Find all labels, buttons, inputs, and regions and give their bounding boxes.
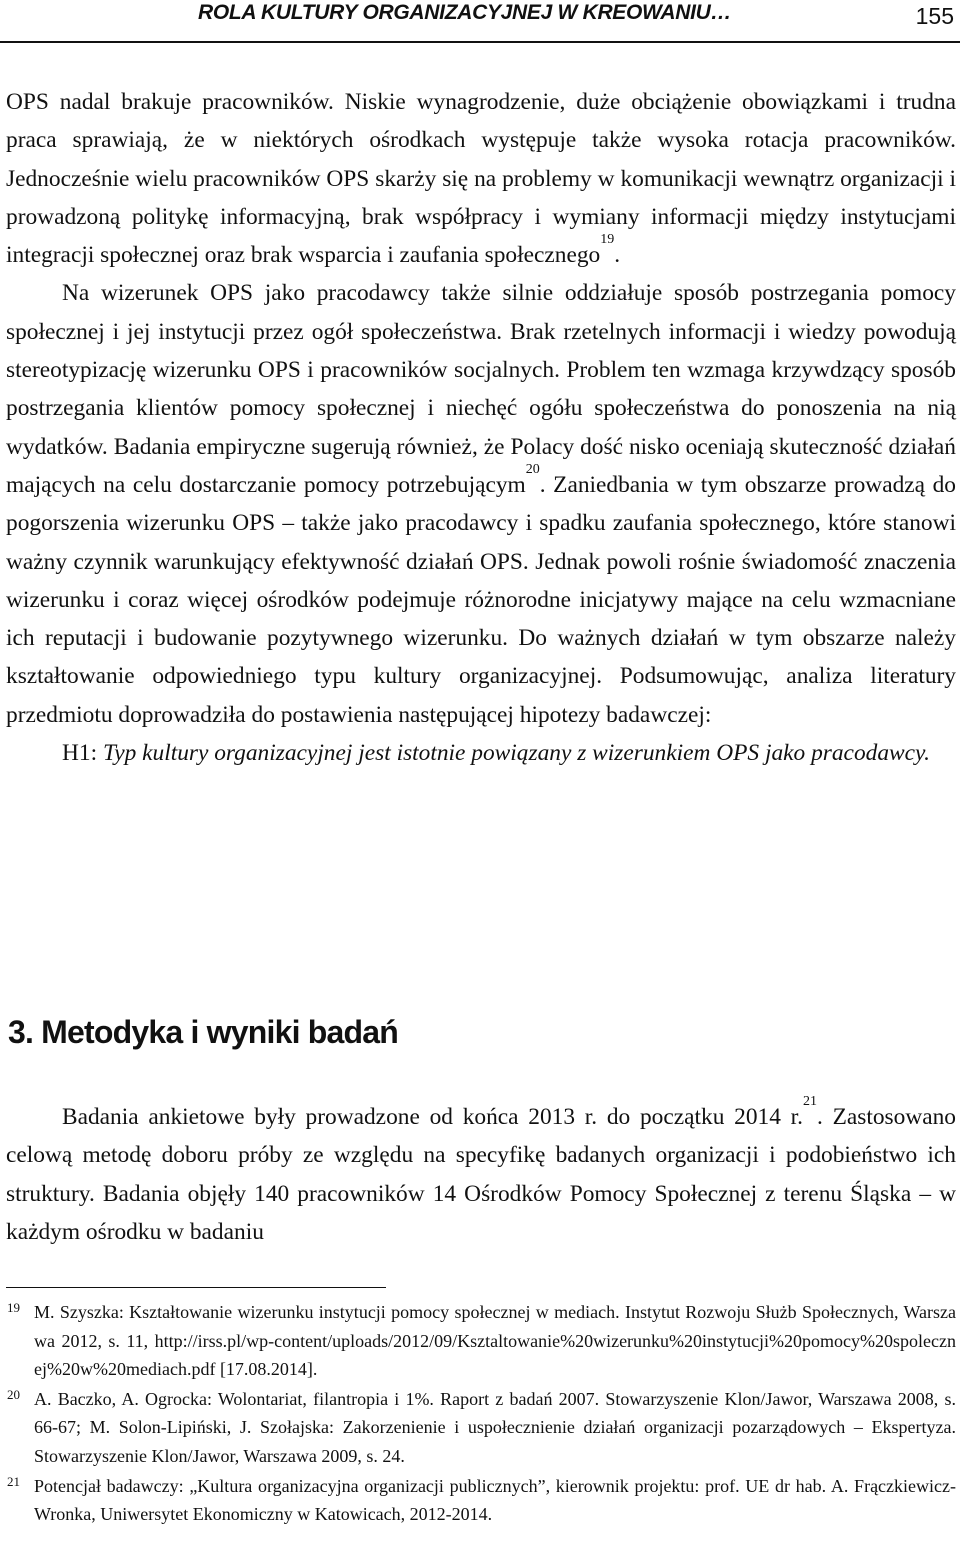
- footnote-ref-20: 20: [525, 462, 540, 478]
- paragraph-1: [6, 83, 956, 274]
- paragraph-1-text: OPS nadal brakuje pracowników. Niskie wynagrodzenie, duże obciążenie obowiązkami i trudna praca sprawiają, że w niektórych ośrodkach występuje także wysoka rotacja pracowników. Jednocześnie wielu pracowników OPS skarży się na problemy w komunikacji wewnątrz organizacji i prowadzoną politykę informacyjną, brak współpracy i wymiany informacji między instytucjami integracji społecznej oraz brak wsparcia i zaufania społecznego: [6, 89, 956, 269]
- hypothesis-label: H1:: [62, 740, 103, 767]
- hypothesis-text: Typ kultury organizacyjnej jest istotnie powiązany z wizerunkiem OPS jako pracodawcy.: [102, 740, 930, 767]
- hypothesis: [6, 734, 956, 772]
- section-body-text: [6, 1094, 957, 1252]
- footnote-separator: [6, 1287, 386, 1288]
- footnote-text: A. Baczko, A. Ogrocka: Wolontariat, filantropia i 1%. Raport z badań 2007. Stowarzyszenie Klon/Jawor, Warszawa 2008, s. 66-67; M. Solon-Lipiński, J. Szołajska: Zakorzenienie i uspołecznienie działań organizacji pozarządowych – Ekspertyza. Stowarzyszenie Klon/Jawor, Warszawa 2009, s. 24.: [34, 1388, 956, 1466]
- footnote-20: [0, 1385, 956, 1471]
- footnote-number: 20: [7, 1386, 20, 1402]
- footnote-text: M. Szyszka: Kształtowanie wizerunku instytucji pomocy społecznej w mediach. Instytut Rozwoju Służb Społecznych, Warszawa 2012, s. 11, http://irss.pl/wp-content/uploads/2012/09/Ksztaltowanie%20wizerunku%20instytucji%20pomocy%20spolecznej%20w%20mediach.pdf [17.08.2014].: [34, 1302, 956, 1380]
- paragraph-3: [6, 1094, 957, 1252]
- paragraph-1-end: .: [614, 242, 621, 269]
- footnote-ref-19: 19: [600, 232, 615, 248]
- paragraph-2: [6, 274, 956, 734]
- page-number: 155: [915, 3, 954, 29]
- footnote-text: Potencjał badawczy: „Kultura organizacyjna organizacji publicznych”, kierownik projektu: prof. UE dr hab. A. Frączkiewicz-Wronka, Uniwersytet Ekonomiczny w Katowicach, 2012-2014.: [34, 1475, 956, 1525]
- paragraph-3-text-b: . Zastosowano celową metodę doboru próby ze względu na specyfikę badanych organizacji i podobieństwo ich struktury. Badania objęły 140 pracowników 14 Ośrodków Pomocy Społecznej z terenu Śląska – w każdym ośrodku w badaniu: [6, 1104, 957, 1246]
- running-header: [0, 0, 960, 44]
- footnote-ref-21: 21: [803, 1094, 817, 1110]
- footnote-number: 19: [7, 1300, 20, 1315]
- body-text: [6, 83, 956, 772]
- paragraph-2-text-a: Na wizerunek OPS jako pracodawcy także silnie oddziałuje sposób postrzegania pomocy społecznej i jej instytucji przez ogół społeczeństwa. Brak rzetelnych informacji i wiedzy powodują stereotypizację wizerunku OPS i pracowników socjalnych. Problem ten wzmaga krzywdzący sposób postrzegania klientów pomocy społecznej i niechęć ogółu społeczeństwa do ponoszenia na nią wydatków. Badania empiryczne sugerują również, że Polacy dość nisko oceniają skuteczność działań mających na celu dostarczanie pomocy potrzebującym: [6, 280, 956, 498]
- header-rule: [0, 41, 960, 43]
- paragraph-3-text-a: Badania ankietowe były prowadzone od końca 2013 r. do początku 2014 r.: [62, 1104, 803, 1130]
- paragraph-2-text-b: . Zaniedbania w tym obszarze prowadzą do pogorszenia wizerunku OPS – także jako pracodawcy i spadku zaufania społecznego, które stanowi ważny czynnik warunkujący efektywność działań OPS. Jednak powoli rośnie świadomość znaczenia wizerunku i coraz więcej ośrodków podejmuje różnorodne inicjatywy mające na celu wzmacniane ich reputacji i budowanie pozytywnego wizerunku. Do ważnych działań w tym obszarze należy kształtowanie odpowiedniego typu kultury organizacyjnej. Podsumowując, analiza literatury przedmiotu doprowadziła do postawienia następującej hipotezy badawczej:: [6, 471, 956, 728]
- footnotes: [0, 1298, 960, 1530]
- footnote-19: [0, 1298, 956, 1384]
- section-heading: 3. Metodyka i wyniki badań: [8, 1014, 398, 1050]
- footnote-number: 21: [7, 1473, 20, 1489]
- running-title: ROLA KULTURY ORGANIZACYJNEJ W KREOWANIU…: [198, 1, 732, 24]
- footnote-21: [0, 1472, 956, 1529]
